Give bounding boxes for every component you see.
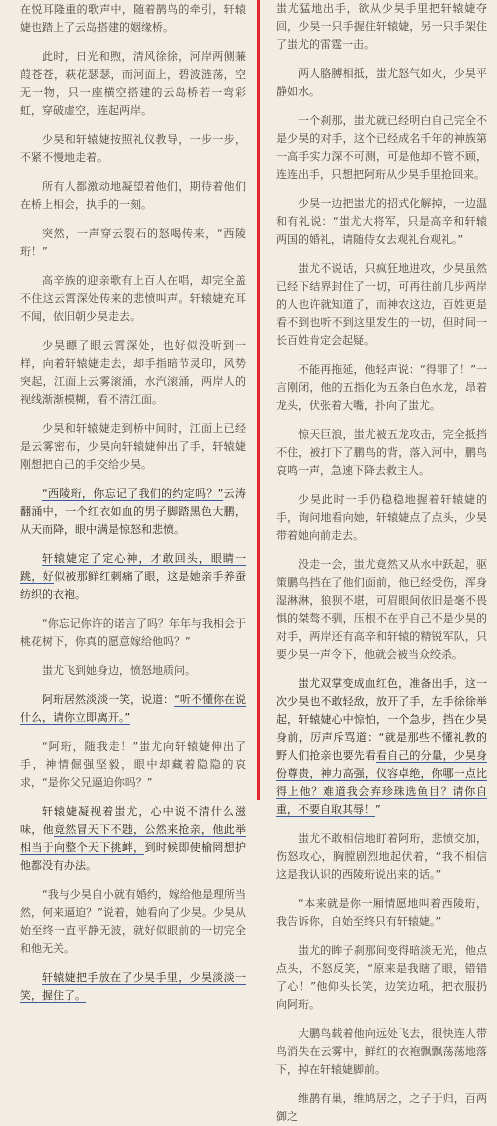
paragraph-text: 没走一会，蚩尤竟然又从水中跃起，驱策鹏鸟挡在了他们面前，他已经受伤，浑身湿淋淋，狼狈不堪，可眉眼间依旧是毫不畏惧的桀骜不驯，压根不在乎自己不是少昊的对手，两岸还有高辛和轩辕的精锐军队，只要少昊一声令下，他就会被当众绞杀。 xyxy=(276,558,487,661)
paragraph-text: 少昊瞟了眼云霄深处，也好似没听到一样，向着轩辕婕走去，却手指暗节灵印，风势突起，江面上云雾滚涌，水汽滚涌，两岸人的视线渐渐模糊，看不清江面。 xyxy=(20,339,246,406)
highlighted-text[interactable]: “听不懂你在说什么，请你立即离开。” xyxy=(20,693,247,724)
paragraph-text-part: 蚩尤双掌变成血红色，准备出手，这一次少昊也不敢轻敌，放开了手，左手徐徐举起，轩辕婕心中惊怕，一个急步，挡在少昊身前，厉声斥骂道：“就是那些不懂礼教的野人们抢亲也要先看 xyxy=(276,677,487,762)
paragraph-text: 蚩尤飞到她身边，愤怒地质问。 xyxy=(42,664,196,677)
paragraph-text-part: 轩辕婕凝视着蚩尤，心中说不清什么滋味，他 xyxy=(20,805,246,836)
paragraph xyxy=(20,662,246,680)
highlighted-text[interactable]: 看自己的分量，少昊身份尊贵，神力高强，仪容卓绝，你哪一点比得上他？难道我会弃珍珠选鱼目？请你自重，不要自取其辱！ xyxy=(276,749,487,816)
paragraph-text: 不能再拖延，他轻声说：“得罪了！”一言刚闭，他的五指化为五条白色水龙，昂着龙头，伏张着大嘴，扑向了蚩尤。 xyxy=(276,363,487,412)
paragraph-text: 蚩尤的眸子刹那间变得暗淡无光，他点点头，不怒反笑，“原来是我瞎了眼，错错了心！”他仰头长笑，边笑边吼，把衣服扔向阿珩。 xyxy=(276,944,487,1011)
right-column xyxy=(262,0,497,1123)
paragraph xyxy=(276,830,487,884)
paragraph-text: 蚩尤不敢相信地盯着阿珩，悲愤交加，伤怒攻心，胸膛剧烈地起伏着，“我不相信这是我认识的西陵珩说出来的话。” xyxy=(276,832,487,881)
paragraph xyxy=(276,0,487,54)
paragraph xyxy=(20,131,246,167)
paragraph xyxy=(20,420,246,474)
paragraph xyxy=(276,361,487,415)
highlighted-text[interactable]: “西陵珩，你忘记了我们的约定吗？” xyxy=(42,487,224,500)
paragraph-text: 高辛族的迎亲歌有上百人在唱，却完全盖不住这云霄深处传来的悲愤叫声。轩辕婕充耳不闻，依旧朝少昊走去。 xyxy=(20,274,246,323)
paragraph-text: 少昊和轩辕婕走到桥中间时，江面上已经是云雾密布，少昊向轩辕婕伸出了手，轩辕婕刚想把自己的手交给少昊。 xyxy=(20,422,246,471)
paragraph xyxy=(276,195,487,249)
paragraph xyxy=(20,48,246,120)
paragraph-text: 惊天巨浪，蚩尤被五龙攻击，完全抵挡不住，被打下了鹏鸟的背，落入河中，鹏鸟哀鸣一声，急速下降去救主人。 xyxy=(276,428,487,477)
paragraph-text: 在悦耳隆重的歌声中，随着鹊鸟的牵引，轩辕婕也踏上了云岛搭建的姻缘桥。 xyxy=(20,3,246,34)
paragraph xyxy=(20,225,246,261)
paragraph-text: “我与少昊自小就有婚约，嫁给他是理所当然，何来逼迫？”说着，她看向了少昊。少昊从始至终一直平静无波，就好似眼前的一切完全和他无关。 xyxy=(20,888,246,955)
paragraph xyxy=(20,1,246,37)
paragraph-text: “本来就是你一厢情愿地叫着西陵珩，我告诉你，自始至终只有轩辕婕。” xyxy=(276,897,487,928)
paragraph-text: 少昊和轩辕婕按照礼仪教导，一步一步，不紧不慢地走着。 xyxy=(20,133,246,164)
highlighted-paragraph[interactable] xyxy=(276,675,487,819)
highlighted-text[interactable]: 轩辕婕把手放在了少昊手里，少昊淡淡一笑，握住了。 xyxy=(20,971,246,1002)
highlighted-paragraph[interactable] xyxy=(20,485,246,539)
paragraph xyxy=(20,691,246,727)
paragraph-text: “阿珩，随我走！”蚩尤向轩辕婕伸出了手，神情倔强坚毅，眼中却藏着隐隐的哀求，“是你父兄逼迫你吗？” xyxy=(20,740,246,789)
paragraph-text: 两人胳膊相抵，蚩尤怒气如火，少昊平静如水。 xyxy=(276,67,487,98)
paragraph-text xyxy=(276,677,487,817)
paragraph xyxy=(20,178,246,214)
highlighted-text[interactable]: 轩辕婕定了定心神，才敢回头，眼睛一跳，好 xyxy=(20,552,246,583)
paragraph-text: 维鹊有巢，维鸠居之，之子于归，百两御之 xyxy=(276,1092,487,1123)
paragraph xyxy=(276,895,487,931)
paragraph xyxy=(276,65,487,101)
paragraph xyxy=(276,112,487,184)
paragraph xyxy=(20,738,246,792)
left-text xyxy=(0,0,256,1005)
paragraph xyxy=(20,803,246,875)
paragraph xyxy=(276,942,487,1014)
paragraph xyxy=(276,260,487,350)
paragraph-text: 蚩尤不说话，只疯狂地进攻，少昊虽然已经下结界封住了一切，可再往前几步两岸的人也许就知道了，而神农这边，百姓更是看不到也听不到这里发生的一切，但时间一长百姓肯定会起疑。 xyxy=(276,262,487,347)
paragraph-text-part: ” xyxy=(375,803,381,816)
paragraph-text: 此时，日光和煦，清风徐徐，河岸两侧蒹葭苍苍，萩花瑟瑟，而河面上，碧波涟荡，空无一物，只一座横空搭建的云岛桥若一弯彩虹，穿破虚空，连起两岸。 xyxy=(20,50,246,117)
paragraph xyxy=(20,615,246,651)
paragraph-text: 少昊一边把蚩尤的招式化解掉，一边温和有礼说：“蚩尤大将军，只是高辛和轩辕两国的婚礼，请随侍女去观礼台观礼。” xyxy=(276,197,487,246)
paragraph-text: 大鹏鸟载着他向远处飞去，很快连人带鸟消失在云雾中，鲜红的衣袍飘飘荡荡地落下，掉在轩辕婕脚前。 xyxy=(276,1027,487,1076)
paragraph-text: 所有人都激动地凝望着他们，期待着他们在桥上相会，执手的一刻。 xyxy=(20,180,246,211)
paragraph-text: 阿珩居然淡淡一笑，说道： xyxy=(42,693,175,706)
paragraph xyxy=(20,886,246,958)
paragraph-text: 突然，一声穿云裂石的怒喝传来，“西陵珩！” xyxy=(20,227,246,258)
column-divider xyxy=(257,0,260,800)
paragraph-text-part: 到时候即使榆罔想护他都没有办法。 xyxy=(20,841,247,872)
highlighted-text[interactable]: 竟然冒天下不韪，公然来抢亲，他此举相当于向整个天下挑衅， xyxy=(20,823,247,854)
paragraph-text: 云涛翻涌中，一个红衣如血的男子脚踏黑色大鹏，从天而降，眼中满是惊怒和悲愤。 xyxy=(20,487,246,536)
highlighted-paragraph[interactable] xyxy=(20,969,246,1005)
highlighted-paragraph[interactable] xyxy=(20,550,246,604)
paragraph xyxy=(276,1090,487,1126)
paragraph-text: 似被那鲜红刺痛了眼，这是她亲手养蚕纺织的衣袍。 xyxy=(20,570,247,601)
paragraph xyxy=(276,556,487,664)
paragraph xyxy=(276,491,487,545)
paragraph xyxy=(20,272,246,326)
paragraph xyxy=(276,1025,487,1079)
paragraph-text: 一个刹那，蚩尤就已经明白自己完全不是少昊的对手，这个已经成名千年的神族第一高手实力深不可测，可是他却不管不顾，连连出手，只想把阿珩从少昊手里抢回来。 xyxy=(276,114,487,181)
right-text xyxy=(262,0,497,1126)
paragraph-text: 少昊此时一手仍稳稳地握着轩辕婕的手，询问地看向她，轩辕婕点了点头，少昊带着她向前走去。 xyxy=(276,493,487,542)
paragraph-text: 蚩尤猛地出手，欲从少昊手里把轩辕婕夺回，少昊一只手握住轩辕婕，另一只手架住了蚩尤的雷霆一击。 xyxy=(276,2,487,51)
paragraph xyxy=(20,337,246,409)
paragraph-text xyxy=(20,805,246,872)
paragraph-text: “你忘记你许的诺言了吗？年年与我相会于桃花树下，你真的愿意嫁给他吗？” xyxy=(20,617,246,648)
paragraph xyxy=(276,426,487,480)
left-column xyxy=(0,0,256,1002)
